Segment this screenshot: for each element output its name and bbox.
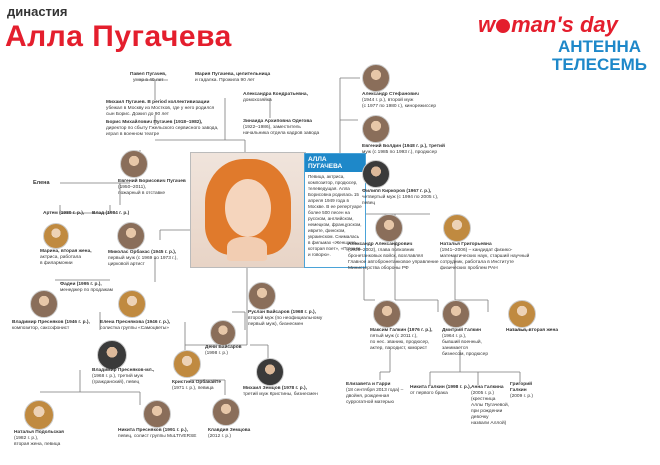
- portrait-icon: [117, 222, 145, 250]
- portrait-icon: [30, 290, 58, 318]
- person-caption: пожарный в отставке: [118, 191, 166, 196]
- person-maria: [195, 72, 270, 84]
- womans-day-logo-w: w: [478, 12, 496, 37]
- person-name: Наталья, вторая жена: [506, 328, 559, 333]
- person-caption: и гадалка. Прожила 90 лет: [195, 78, 255, 83]
- portrait-icon: [443, 214, 471, 242]
- person-name: Владимир Пресняков (1946 г. р.),: [12, 320, 90, 325]
- person-name: Руслан Байсаров (1968 г. р.),: [248, 310, 316, 315]
- person-caption: (1950–2011),: [118, 185, 147, 190]
- person-name: Владимир Пресняков-мл.,: [92, 368, 155, 373]
- person-name: Мария Пугачева, целительница: [195, 72, 271, 77]
- person-caption: (2005 г. р.): [471, 391, 495, 396]
- person-caption: девочку: [471, 415, 489, 420]
- person-caption: (гражданский), певец: [92, 380, 140, 385]
- person-caption: умер в 40 лет: [133, 78, 164, 83]
- person-natalia-podolskaya: [14, 430, 64, 448]
- person-klavdia-zemtsova: [208, 428, 250, 440]
- person-caption: менеджер по продажам: [60, 288, 113, 293]
- person-zinaida: [243, 119, 319, 137]
- person-caption: Главное автобронетанковое управление: [348, 260, 439, 265]
- womans-day-logo-o: [496, 19, 510, 33]
- person-ruslan-baysarov: [248, 310, 322, 328]
- portrait-icon: [256, 358, 284, 386]
- person-name: Зинаида Архиповна Одегова: [243, 119, 312, 124]
- person-name: Борис Михайлович Пугачев (1918–1982),: [106, 120, 203, 125]
- person-aleksandr-aleksandrovich: [348, 242, 439, 272]
- portrait-icon: [373, 300, 401, 328]
- person-deni-baysarov: [205, 345, 242, 357]
- person-maxim-galkin: [370, 328, 433, 352]
- portrait-icon: [43, 223, 69, 249]
- person-name: Михаил Пугачев. В period коллективизации: [106, 100, 210, 105]
- person-caption: солистка группы «Самоцветы»: [100, 326, 169, 331]
- person-natalia-grigorievna: [440, 242, 529, 272]
- person-nikita-galkin: [410, 385, 471, 397]
- person-caption: муж (с 1985 по 1993 г.), продюсер: [362, 150, 437, 155]
- person-caption: (2009 г. р.): [510, 394, 534, 399]
- person-aleksandr-stefanovich: [362, 92, 436, 110]
- person-marina: [40, 249, 92, 267]
- person-name: Марина, вторая жена,: [40, 249, 92, 254]
- person-elena: Елена: [33, 180, 50, 186]
- person-nikita-presnyakov: [118, 428, 197, 440]
- portrait-icon: [442, 300, 470, 328]
- person-mikolas: [108, 250, 178, 268]
- person-caption: четвертый муж (с 1994 по 2005 г.),: [362, 195, 439, 200]
- portrait-icon: [248, 282, 276, 310]
- person-caption: играл в военном театре: [106, 132, 160, 137]
- person-caption: домохозяйка: [243, 98, 272, 103]
- portrait-icon: [143, 400, 171, 428]
- person-name: Максим Галкин (1976 г. р.),: [370, 328, 433, 333]
- person-caption: третий муж Кристины, бизнесмен: [243, 392, 318, 397]
- person-fadei: [60, 282, 113, 294]
- person-caption: пятый муж (с 2011 г.),: [370, 334, 418, 339]
- alla-pugacheva-portrait: [190, 152, 306, 268]
- person-name: Наталья Подольская: [14, 430, 64, 435]
- portrait-face: [225, 179, 271, 237]
- person-caption: начальника отдела кадров завода: [243, 131, 320, 136]
- person-name: Евгений Борисович Пугачев: [118, 179, 186, 184]
- portrait-icon: [97, 340, 127, 370]
- person-filipp-kirkorov: [362, 189, 438, 207]
- person-caption: Министерства обороны РФ: [348, 266, 409, 271]
- person-name: Григорий: [510, 382, 533, 387]
- person-kristina-orbakaite: [172, 380, 221, 392]
- person-name: Дени Байсаров: [205, 345, 242, 350]
- person-grigory-galkin: [510, 382, 533, 400]
- person-anna-galkina: [471, 385, 509, 427]
- portrait-icon: [362, 64, 390, 92]
- person-caption: вторая жена, певица: [14, 442, 61, 447]
- person-caption: первый муж), бизнесмен: [248, 322, 304, 327]
- portrait-hand: [227, 237, 267, 261]
- person-caption: (1982 г. р.),: [14, 436, 39, 441]
- person-mikhail: [106, 100, 214, 118]
- person-caption: в филармонии: [40, 261, 73, 266]
- person-evgeny-boldin: [362, 144, 445, 156]
- person-caption: (крестница: [471, 397, 496, 402]
- portrait-icon: [120, 150, 148, 178]
- person-mikhail-zemtsov: [243, 386, 318, 398]
- person-caption: суррогатной матерью: [346, 400, 394, 405]
- portrait-icon: [362, 160, 390, 188]
- person-caption: Аллы Пугачевой,: [471, 403, 509, 408]
- person-caption: бывший военный,: [442, 340, 482, 345]
- person-aleksandra: [243, 92, 308, 104]
- person-pavel: [130, 72, 166, 84]
- card-heading: АЛЛА ПУГАЧЕВА: [305, 154, 365, 172]
- portrait-icon: [24, 400, 54, 430]
- person-caption: сотрудник, работала в Институте: [440, 260, 514, 265]
- antenna-telesem-logo: [552, 38, 647, 74]
- person-caption: певец: [362, 201, 376, 206]
- womans-day-logo-rest: man's day: [511, 12, 618, 37]
- person-caption: цирковой артист: [108, 262, 145, 267]
- person-elizaveta-garri: [346, 382, 403, 406]
- person-name: Миколас Орбакас (1945 г. р.),: [108, 250, 177, 255]
- portrait-icon: [508, 300, 536, 328]
- person-name: Галкин: [510, 388, 527, 393]
- person-caption: актер, пародист, юморист: [370, 346, 428, 351]
- page-title: Алла Пугачева: [5, 20, 232, 53]
- person-caption: по нес. званию, продюсер,: [370, 340, 430, 345]
- antenna-logo-line1: АНТЕННА: [557, 37, 642, 56]
- person-caption: (с 1977 по 1980 г.), кинорежиссер: [362, 104, 437, 109]
- person-caption: двойня, рожденная: [346, 394, 390, 399]
- person-evgeny-pugachev: [118, 179, 186, 197]
- person-caption: актриса, работала: [40, 255, 82, 260]
- person-name: Анна Галкина: [471, 385, 504, 390]
- person-natalia: [506, 328, 558, 334]
- person-name: Дмитрий Галкин: [442, 328, 482, 333]
- person-caption: (1944 г. р.), второй муж: [362, 98, 414, 103]
- portrait-icon: [212, 398, 240, 426]
- person-caption: (1971 г. р.), певица: [172, 386, 214, 391]
- person-dmitry-galkin: [442, 328, 488, 358]
- person-caption: при рождении: [471, 409, 503, 414]
- person-caption: физических проблем РАН: [440, 266, 498, 271]
- person-caption: первый муж (с 1969 по 1973 г.),: [108, 256, 178, 261]
- portrait-icon: [118, 290, 146, 318]
- person-caption: занимается: [442, 346, 468, 351]
- antenna-logo-line2: ТЕЛЕСЕМЬ: [552, 55, 647, 74]
- person-name: Никита Галкин (1998 г. р.),: [410, 385, 472, 390]
- person-name: Клавдия Земцова: [208, 428, 251, 433]
- person-name: Павел Пугачев,: [130, 72, 167, 77]
- card-body: Певица, актриса, композитор, продюсер, телеведущая. Алла Борисовна родилась 15 апреля 1949 года в Москве. В ее репертуаре более 500 песен на русском, английском, немецком, французском, иврите, финском, украинском. Снималась в фильмах «Женщина, которая поет», «Пришла и говорю».: [308, 174, 362, 257]
- person-name: Никита Пресняков (1991 г. р.),: [118, 428, 188, 433]
- person-name: Александра Кондратьевна,: [243, 92, 308, 97]
- portrait-icon: [375, 214, 403, 242]
- person-caption: (1922–1986), заместитель: [243, 125, 301, 130]
- person-boris: [106, 120, 218, 138]
- person-caption: сын Борис. Дожил до 90 лет: [106, 112, 169, 117]
- person-caption: директор по сбыту Гжельского сервисного завода,: [106, 126, 219, 131]
- portrait-icon: [362, 115, 390, 143]
- person-elena-presnyakova: [100, 320, 170, 332]
- person-name: Елизавета и Гарри: [346, 382, 391, 387]
- person-caption: (1968 г. р.), третий муж: [92, 374, 143, 379]
- person-caption: (2012 г. р.): [208, 434, 232, 439]
- person-caption: математических наук, старший научный: [440, 254, 530, 259]
- person-name: Михаил Земцов (1978 г. р.),: [243, 386, 307, 391]
- person-caption: певец, солист группы MuLTIVERSE: [118, 434, 197, 439]
- person-name: Филипп Киркоров (1967 г. р.),: [362, 189, 432, 194]
- person-caption: второй муж (по неофициальному: [248, 316, 323, 321]
- person-name: Александр Александрович: [348, 242, 413, 247]
- person-name: Евгений Болдин (1948 г. р.), третий: [362, 144, 445, 149]
- portrait-icon: [210, 320, 236, 346]
- person-caption: (18 сентября 2013 года) –: [346, 388, 404, 393]
- person-vladimir-presnyakov: [12, 320, 90, 332]
- person-caption: от первого брака: [410, 391, 448, 396]
- person-name: Елена Преснякова (1946 г. р.),: [100, 320, 171, 325]
- person-caption: убежал в Москву из Мостков, где у него родился: [106, 106, 215, 111]
- portrait-icon: [173, 350, 201, 378]
- person-caption: композитор, саксофонист: [12, 326, 70, 331]
- womans-day-logo: [478, 12, 618, 38]
- person-vlad: [92, 211, 129, 217]
- person-name: Наталья Григорьевна: [440, 242, 492, 247]
- person-caption: (1998 г. р.): [205, 351, 229, 356]
- person-name: Кристина Орбакайте: [172, 380, 221, 385]
- person-name: Артем (1980 г. р.),: [43, 211, 85, 216]
- person-caption: (1964 г. р.),: [442, 334, 467, 339]
- person-caption: (1935–2002), глава полковник: [348, 248, 415, 253]
- person-caption: бизнесом, продюсер: [442, 352, 488, 357]
- person-name: Фадеи (1995 г. р.),: [60, 282, 102, 287]
- person-caption: бронетанковых войск, возглавлял: [348, 254, 424, 259]
- person-caption: (1941–2006) – кандидат физико-: [440, 248, 513, 253]
- person-vladimir-ml: [92, 368, 154, 386]
- person-caption: назвали Аллой): [471, 421, 507, 426]
- series-kicker: династия: [7, 4, 68, 19]
- person-name: Александр Стефанович: [362, 92, 419, 97]
- person-artem: [43, 211, 84, 217]
- person-name: Влад (1984 г. р.): [92, 211, 130, 216]
